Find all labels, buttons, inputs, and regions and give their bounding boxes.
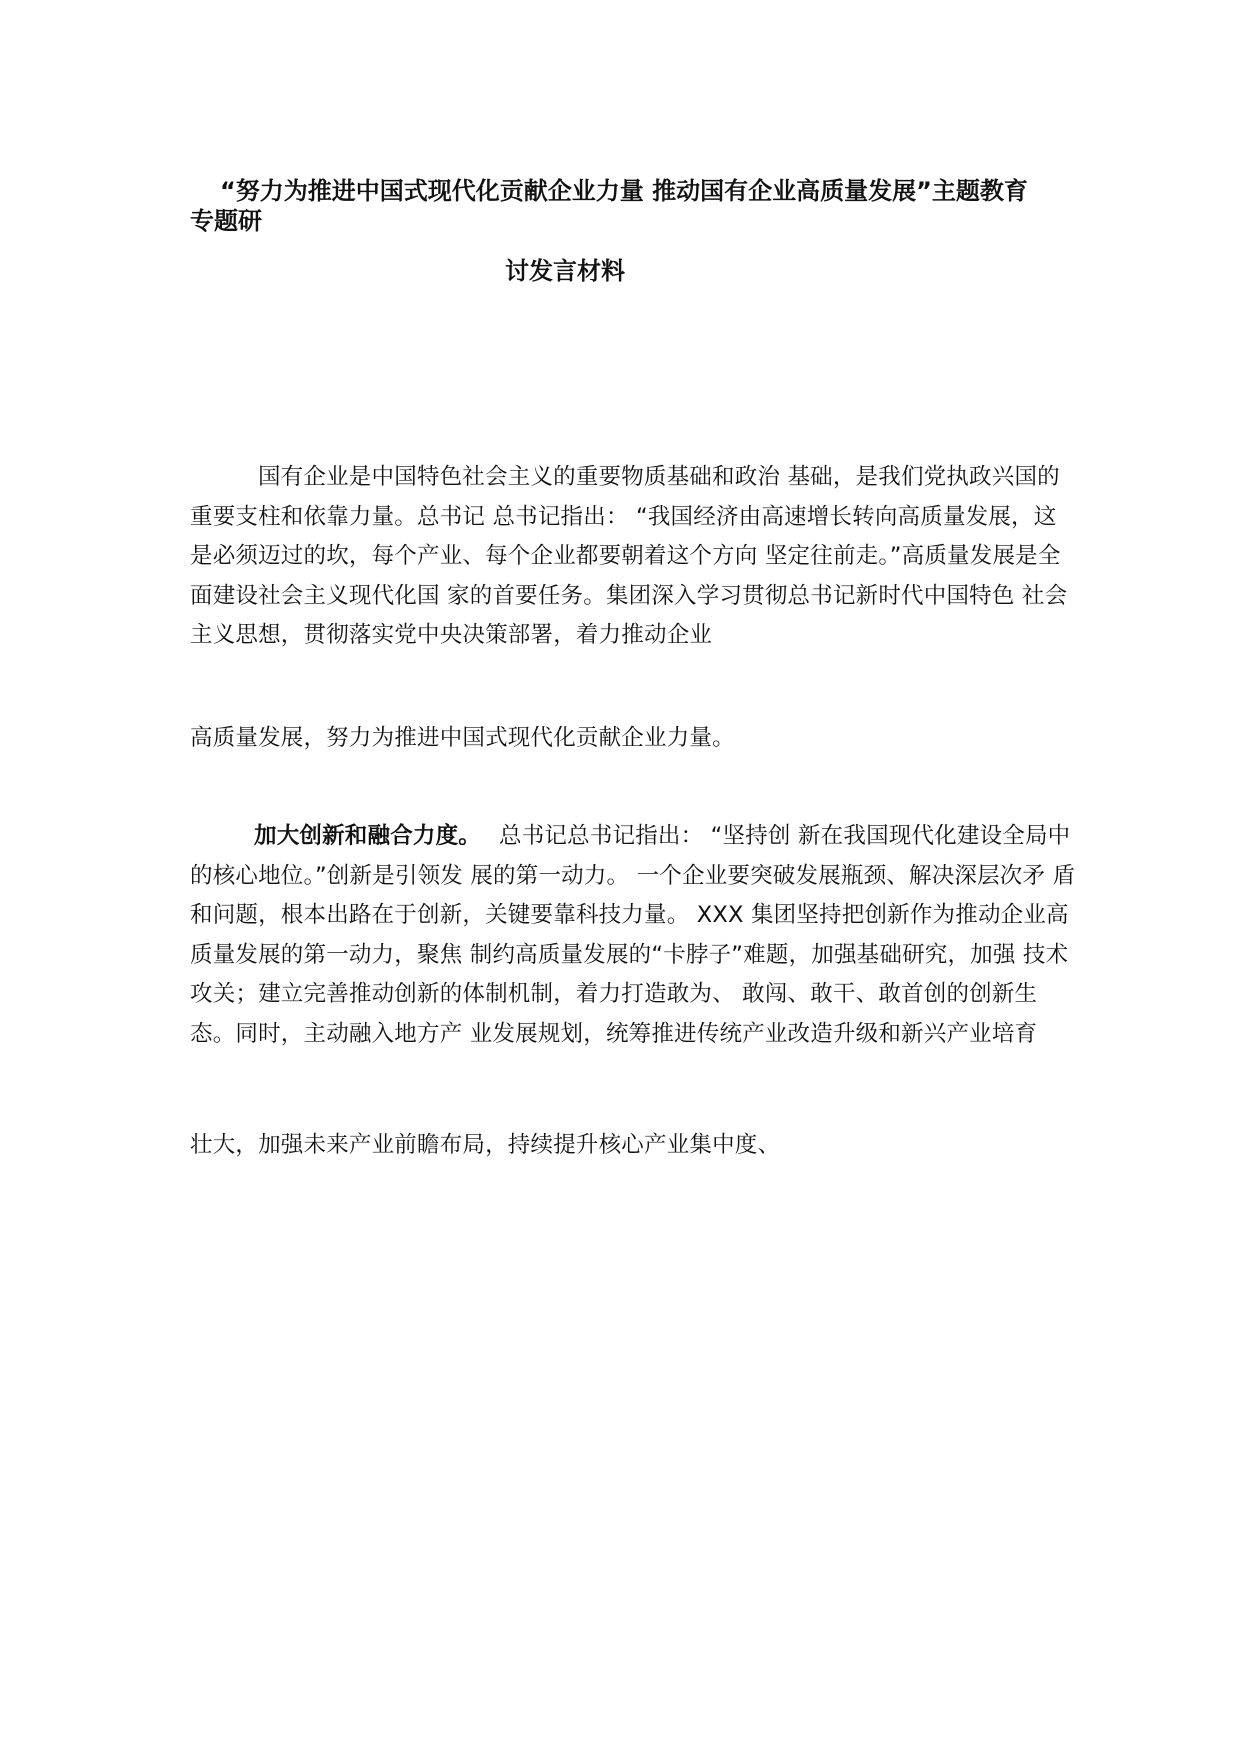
document-title-line-1: “努力为推进中国式现代化贡献企业力量 推动国有企业高质量发展”主题教育 (220, 177, 1028, 205)
paragraph-1-tail: 高质量发展，努力为推进中国式现代化贡献企业力量。 (190, 725, 735, 751)
paragraph-1: 国有企业是中国特色社会主义的重要物质基础和政治 基础，是我们党执政兴国的重要支柱和依靠力量。总书记 总书记指出： “我国经济由高速增长转向高质量发展，这 是必须迈过的坎，每个产业、每个企业都要朝着这个方向 坚定往前走。”高质量发展是全面建设社会主义现代化国 家的首要任务。集团深入学习贯彻总书记新时代中国特色 社会主义思想，贯彻落实党中央决策部署，着力推动企业 (190, 464, 1068, 648)
paragraph-2 (190, 817, 1080, 1054)
paragraph-2-body: 总书记总书记指出： “坚持创 新在我国现代化建设全局中的核心地位。”创新是引领发 展的第一动力。 一个企业要突破发展瓶颈、解决深层次矛 盾和问题，根本出路在于创新，关键要靠科技力量。 XXX 集团坚持把创新作为推动企业高质量发展的第一动力，聚焦 制约高质量发展的“卡脖子”难题，加强基础研究，加强 技术攻关；建立完善推动创新的体制机制，着力打造敢为、 敢闯、敢干、敢首创的创新生态。同时，主动融入地方产 业发展规划，统筹推进传统产业改造升级和新兴产业培育 (190, 823, 1076, 1047)
paragraph-2-tail: 壮大，加强未来产业前瞻布局，持续提升核心产业集中度、 (190, 1132, 781, 1158)
document-title-line-2: 专题研 (190, 207, 262, 235)
paragraph-2-lead: 加大创新和融合力度。 (254, 823, 482, 849)
document-title-line-3: 讨发言材料 (505, 257, 625, 285)
